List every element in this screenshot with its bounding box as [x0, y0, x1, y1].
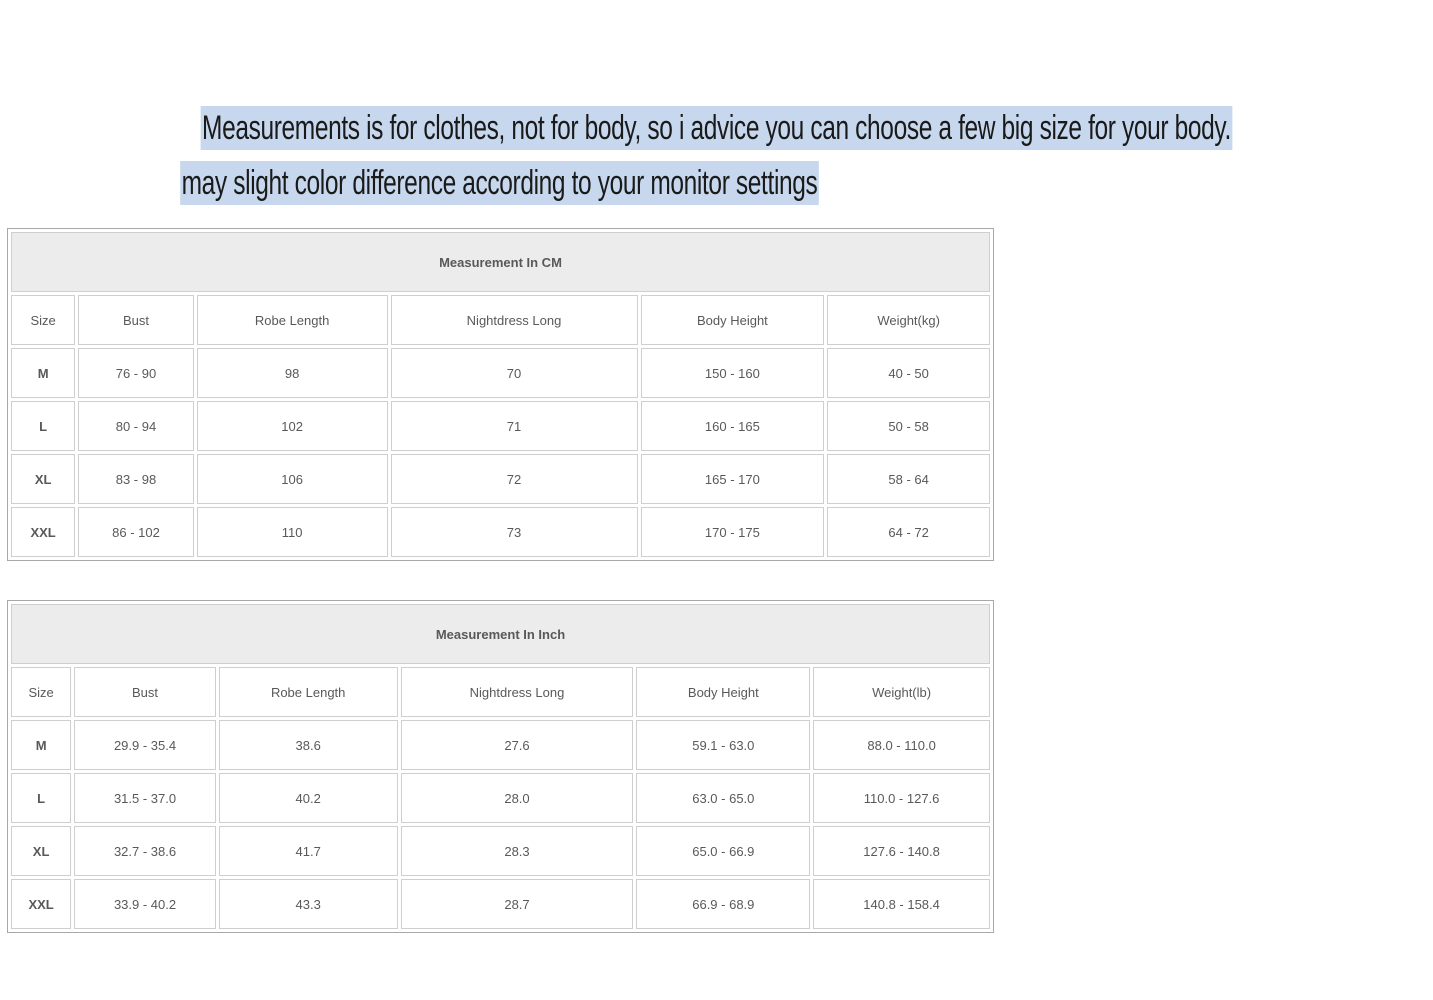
- header-size: Size: [11, 295, 75, 345]
- weight-cell: 50 - 58: [827, 401, 990, 451]
- size-cell: XL: [11, 826, 71, 876]
- size-table-cm: [7, 228, 994, 561]
- size-cell: L: [11, 401, 75, 451]
- body-height-cell: 59.1 - 63.0: [636, 720, 810, 770]
- nightdress-long-cell: 72: [391, 454, 638, 504]
- weight-cell: 58 - 64: [827, 454, 990, 504]
- header-nightdress-long: Nightdress Long: [401, 667, 634, 717]
- body-height-cell: 63.0 - 65.0: [636, 773, 810, 823]
- robe-length-cell: 40.2: [219, 773, 398, 823]
- size-cell: M: [11, 720, 71, 770]
- header-weight: Weight(lb): [813, 667, 990, 717]
- table-row: [11, 826, 990, 876]
- bust-cell: 80 - 94: [78, 401, 193, 451]
- size-cell: L: [11, 773, 71, 823]
- notice-line-2: may slight color difference according to your monitor settings: [181, 161, 820, 205]
- bust-cell: 32.7 - 38.6: [74, 826, 216, 876]
- notice-line-1-wrapper: [0, 106, 1231, 150]
- robe-length-cell: 41.7: [219, 826, 398, 876]
- notice-line-2-wrapper: [0, 161, 1000, 205]
- nightdress-long-cell: 28.7: [401, 879, 634, 929]
- weight-cell: 127.6 - 140.8: [813, 826, 990, 876]
- table-row: [11, 454, 990, 504]
- bust-cell: 86 - 102: [78, 507, 193, 557]
- header-bust: Bust: [74, 667, 216, 717]
- weight-cell: 64 - 72: [827, 507, 990, 557]
- nightdress-long-cell: 28.0: [401, 773, 634, 823]
- body-height-cell: 66.9 - 68.9: [636, 879, 810, 929]
- robe-length-cell: 38.6: [219, 720, 398, 770]
- nightdress-long-cell: 73: [391, 507, 638, 557]
- bust-cell: 29.9 - 35.4: [74, 720, 216, 770]
- header-robe-length: Robe Length: [219, 667, 398, 717]
- notice-line-1: Measurements is for clothes, not for body, so i advice you can choose a few big size for your body.: [201, 106, 1233, 150]
- bust-cell: 76 - 90: [78, 348, 193, 398]
- body-height-cell: 150 - 160: [641, 348, 825, 398]
- body-height-cell: 160 - 165: [641, 401, 825, 451]
- nightdress-long-cell: 28.3: [401, 826, 634, 876]
- header-weight: Weight(kg): [827, 295, 990, 345]
- bust-cell: 83 - 98: [78, 454, 193, 504]
- bust-cell: 33.9 - 40.2: [74, 879, 216, 929]
- robe-length-cell: 110: [197, 507, 388, 557]
- size-cell: XXL: [11, 507, 75, 557]
- size-cell: XXL: [11, 879, 71, 929]
- table-title: Measurement In CM: [11, 232, 990, 292]
- table-row: [11, 507, 990, 557]
- body-height-cell: 170 - 175: [641, 507, 825, 557]
- table-header-row: [11, 295, 990, 345]
- nightdress-long-cell: 70: [391, 348, 638, 398]
- table-row: [11, 773, 990, 823]
- body-height-cell: 165 - 170: [641, 454, 825, 504]
- table-title: Measurement In Inch: [11, 604, 990, 664]
- robe-length-cell: 106: [197, 454, 388, 504]
- weight-cell: 140.8 - 158.4: [813, 879, 990, 929]
- table-row: [11, 879, 990, 929]
- bust-cell: 31.5 - 37.0: [74, 773, 216, 823]
- header-robe-length: Robe Length: [197, 295, 388, 345]
- header-body-height: Body Height: [641, 295, 825, 345]
- body-height-cell: 65.0 - 66.9: [636, 826, 810, 876]
- robe-length-cell: 102: [197, 401, 388, 451]
- table-header-row: [11, 667, 990, 717]
- size-table-inch: [7, 600, 994, 933]
- robe-length-cell: 98: [197, 348, 388, 398]
- weight-cell: 40 - 50: [827, 348, 990, 398]
- header-bust: Bust: [78, 295, 193, 345]
- size-cell: M: [11, 348, 75, 398]
- header-size: Size: [11, 667, 71, 717]
- table-row: [11, 720, 990, 770]
- weight-cell: 88.0 - 110.0: [813, 720, 990, 770]
- size-cell: XL: [11, 454, 75, 504]
- header-nightdress-long: Nightdress Long: [391, 295, 638, 345]
- table-row: [11, 348, 990, 398]
- robe-length-cell: 43.3: [219, 879, 398, 929]
- header-body-height: Body Height: [636, 667, 810, 717]
- nightdress-long-cell: 71: [391, 401, 638, 451]
- table-row: [11, 401, 990, 451]
- weight-cell: 110.0 - 127.6: [813, 773, 990, 823]
- nightdress-long-cell: 27.6: [401, 720, 634, 770]
